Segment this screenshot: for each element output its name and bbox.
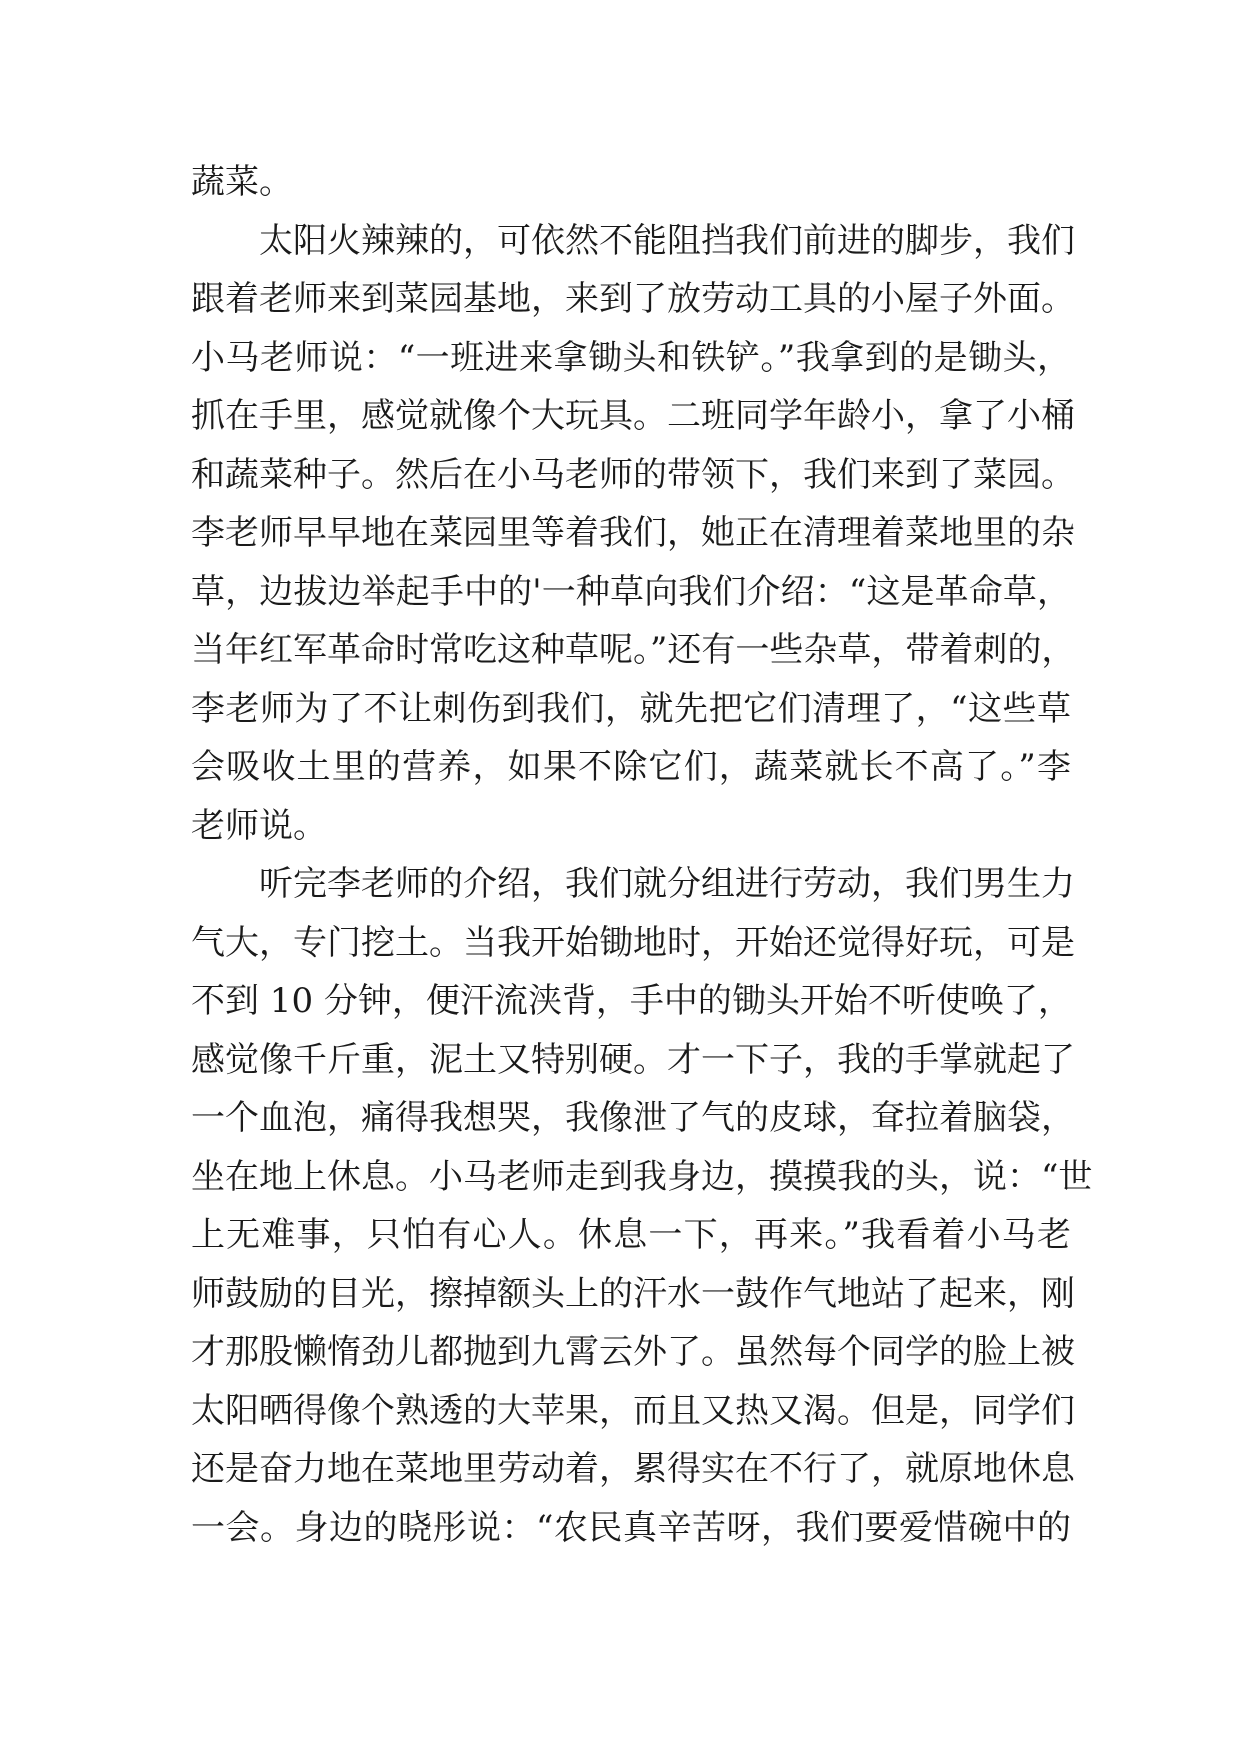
text-line: 跟着老师来到菜园基地，来到了放劳动工具的小屋子外面。 [191, 279, 1075, 319]
text-line: 老师说。 [191, 805, 327, 846]
text-line: 抓在手里，感觉就像个大玩具。二班同学年龄小，拿了小桶 [191, 396, 1075, 436]
text-line: 坐在地上休息。小马老师走到我身边，摸摸我的头，说：“世 [191, 1156, 1093, 1197]
body-text [191, 153, 1093, 1557]
text-line: 听完李老师的介绍，我们就分组进行劳动，我们男生力 [259, 864, 1075, 904]
text-line: 草，边拔边举起手中的'一种草向我们介绍：“这是革命草， [191, 571, 1071, 612]
text-line: 不到 10 分钟，便汗流浃背，手中的锄头开始不听使唤了， [191, 981, 1072, 1021]
text-line: 一个血泡，痛得我想哭，我像泄了气的皮球，耷拉着脑袋， [191, 1098, 1075, 1138]
text-line: 太阳火辣辣的，可依然不能阻挡我们前进的脚步，我们 [259, 220, 1075, 261]
text-line: 李老师为了不让刺伤到我们，就先把它们清理了，“这些草 [191, 688, 1071, 729]
text-line: 和蔬菜种子。然后在小马老师的带领下，我们来到了菜园。 [191, 454, 1075, 495]
text-line: 感觉像千斤重，泥土又特别硬。才一下子，我的手掌就起了 [191, 1039, 1075, 1080]
text-line: 一会。身边的晓彤说：“农民真辛苦呀，我们要爱惜碗中的 [191, 1507, 1071, 1548]
text-line: 蔬菜。 [191, 162, 293, 202]
text-line: 师鼓励的目光，擦掉额头上的汗水一鼓作气地站了起来，刚 [191, 1273, 1075, 1314]
text-line: 小马老师说：“一班进来拿锄头和铁铲。”我拿到的是锄头， [191, 337, 1071, 378]
text-line: 当年红军革命时常吃这种草呢。”还有一些杂草，带着刺的， [191, 630, 1076, 670]
text-line: 上无难事，只怕有心人。休息一下，再来。”我看着小马老 [191, 1215, 1071, 1255]
text-line: 才那股懒惰劲儿都抛到九霄云外了。虽然每个同学的脸上被 [191, 1332, 1075, 1372]
text-line: 李老师早早地在菜园里等着我们，她正在清理着菜地里的杂 [191, 513, 1075, 553]
text-line: 还是奋力地在菜地里劳动着，累得实在不行了，就原地休息 [191, 1449, 1075, 1489]
text-line: 太阳晒得像个熟透的大苹果，而且又热又渴。但是，同学们 [191, 1390, 1075, 1431]
text-line: 气大，专门挖土。当我开始锄地时，开始还觉得好玩，可是 [191, 922, 1075, 963]
text-line: 会吸收土里的营养，如果不除它们，蔬菜就长不高了。”李 [191, 747, 1071, 787]
